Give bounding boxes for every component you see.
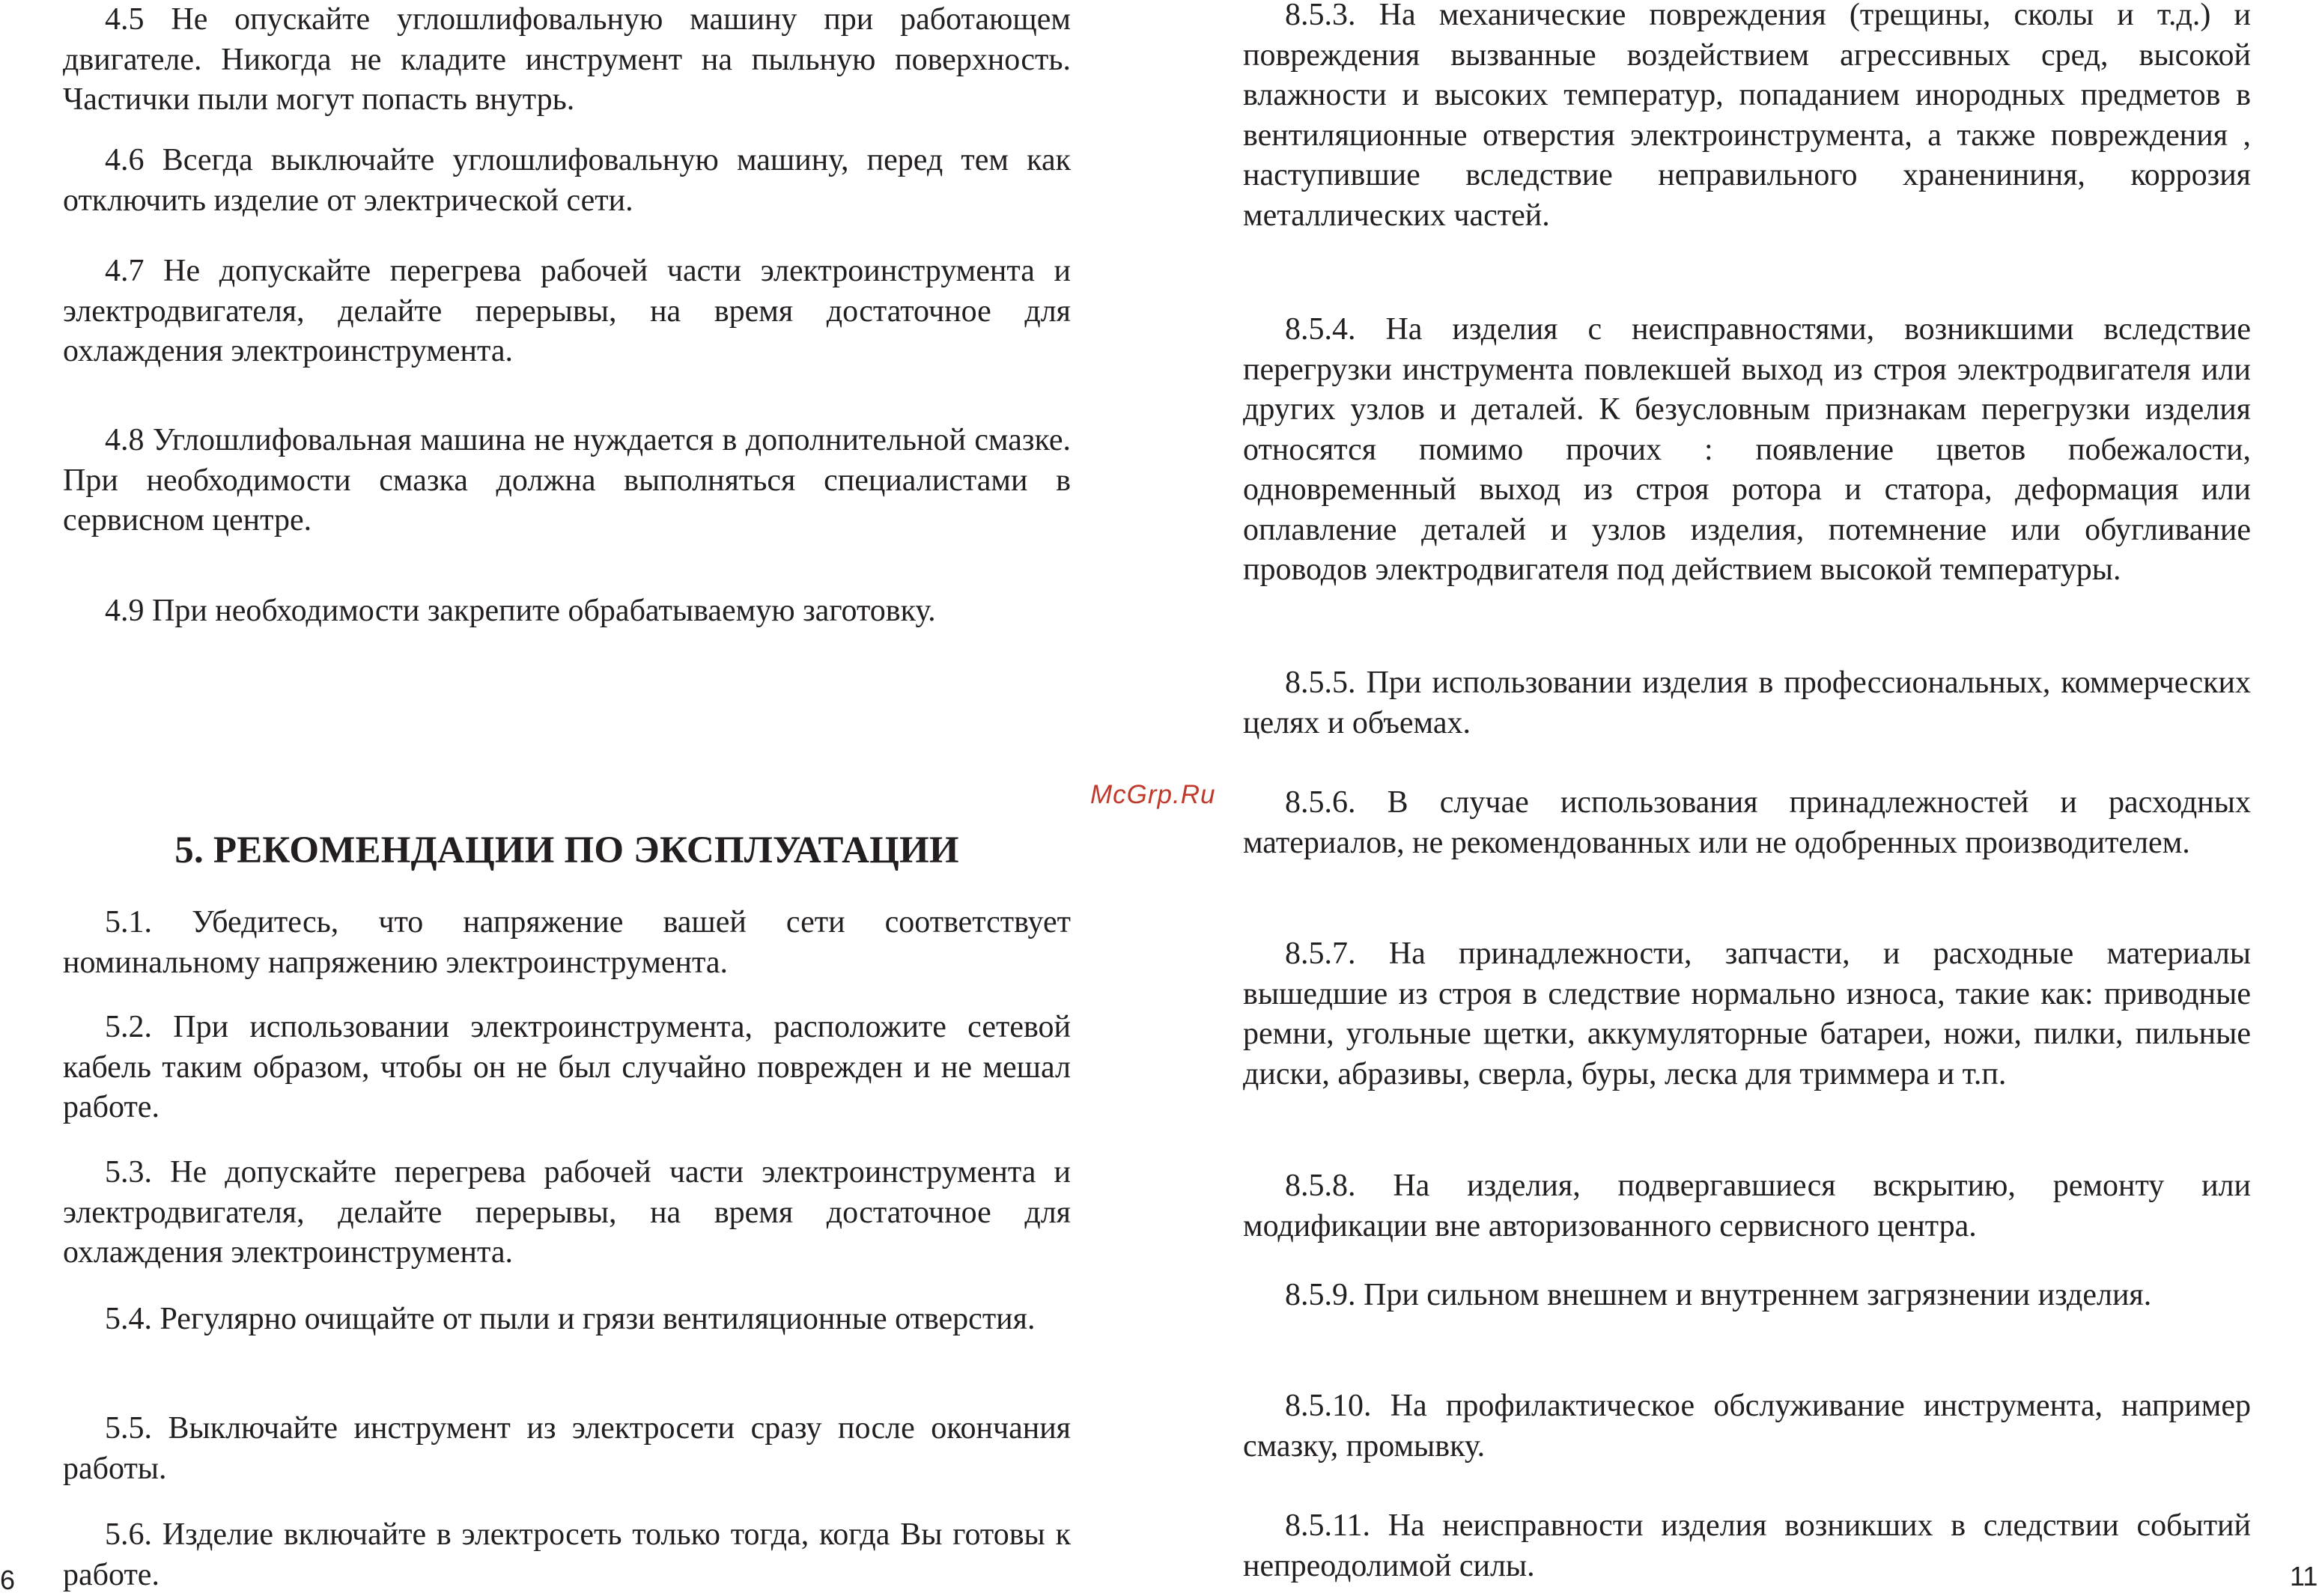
paragraph-8-5-4: 8.5.4. На изделия с неисправностями, возникшими вследствие перегрузки инструмента повлекшей выход из строя электродвигателя или других узлов и деталей. К безусловным признакам перегрузки изделия относятся помимо прочих : появление цветов побежалости, одновременный выход из строя ротора и статора, деформация или оплавление деталей и узлов изделия, потемнение или обугливание проводов электродвигателя под действием высокой температуры. xyxy=(1243,312,2251,587)
paragraph-8-5-11: 8.5.11. На неисправности изделия возникших в следствии событий непреодолимой силы. xyxy=(1243,1508,2251,1583)
section-title: 5. РЕКОМЕНДАЦИИ ПО ЭКСПЛУАТАЦИИ xyxy=(174,829,959,871)
paragraph-4-8: 4.8 Углошлифовальная машина не нуждается в дополнительной смазке. При необходимости смазка должна выполняться специалистами в сервисном центре. xyxy=(63,423,1071,537)
paragraph-5-6: 5.6. Изделие включайте в электросеть только тогда, когда Вы готовы к работе. xyxy=(63,1517,1071,1592)
paragraph-8-5-6: 8.5.6. В случае использования принадлежностей и расходных материалов, не рекомендованных или не одобренных производителем. xyxy=(1243,785,2251,860)
paragraph-5-2: 5.2. При использовании электроинструмента, расположите сетевой кабель таким образом, чтобы он не был случайно поврежден и не мешал работе. xyxy=(63,1010,1071,1124)
paragraph-8-5-8: 8.5.8. На изделия, подвергавшиеся вскрытию, ремонту или модификации вне авторизованного сервисного центра. xyxy=(1243,1169,2251,1243)
paragraph-5-5: 5.5. Выключайте инструмент из электросети сразу после окончания работы. xyxy=(63,1411,1071,1486)
paragraph-8-5-3: 8.5.3. На механические повреждения (трещины, сколы и т.д.) и повреждения вызванные воздействием агрессивных сред, высокой влажности и высоких температур, попаданием инородных предметов в вентиляционные отверстия электроинструмента, а также повреждения , наступившие вследствие неправильного храненининя, коррозия металлических частей. xyxy=(1243,0,2251,233)
paragraph-5-4: 5.4. Регулярно очищайте от пыли и грязи вентиляционные отверстия. xyxy=(105,1302,1036,1336)
watermark: McGrp.Ru xyxy=(1090,780,1216,809)
paragraph-8-5-9: 8.5.9. При сильном внешнем и внутреннем загрязнении изделия. xyxy=(1285,1278,2152,1312)
paragraph-8-5-7: 8.5.7. На принадлежности, запчасти, и расходные материалы вышедшие из строя в следствие нормально износа, такие как: приводные ремни, угольные щетки, аккумуляторные батареи, ножи, пилки, пильные диски, абразивы, сверла, буры, леска для триммера и т.п. xyxy=(1243,936,2251,1091)
page-number-right: 11 xyxy=(2290,1561,2318,1592)
paragraph-4-5: 4.5 Не опускайте углошлифовальную машину при работающем двигателе. Никогда не кладите инструмент на пыльную поверхность. Частички пыли могут попасть внутрь. xyxy=(63,2,1071,117)
paragraph-4-6: 4.6 Всегда выключайте углошлифовальную машину, перед тем как отключить изделие от электрической сети. xyxy=(63,143,1071,218)
paragraph-8-5-10: 8.5.10. На профилактическое обслуживание инструмента, например смазку, промывку. xyxy=(1243,1389,2251,1463)
page-number-left: 6 xyxy=(0,1565,16,1595)
paragraph-4-9: 4.9 При необходимости закрепите обрабатываемую заготовку. xyxy=(105,594,936,628)
paragraph-8-5-5: 8.5.5. При использовании изделия в профессиональных, коммерческих целях и объемах. xyxy=(1243,665,2251,740)
paragraph-4-7: 4.7 Не допускайте перегрева рабочей части электроинструмента и электродвигателя, делайте перерывы, на время достаточное для охлаждения электроинструмента. xyxy=(63,254,1071,368)
paragraph-5-3: 5.3. Не допускайте перегрева рабочей части электроинструмента и электродвигателя, делайте перерывы, на время достаточное для охлаждения электроинструмента. xyxy=(63,1155,1071,1270)
paragraph-5-1: 5.1. Убедитесь, что напряжение вашей сети соответствует номинальному напряжению электроинструмента. xyxy=(63,905,1071,980)
